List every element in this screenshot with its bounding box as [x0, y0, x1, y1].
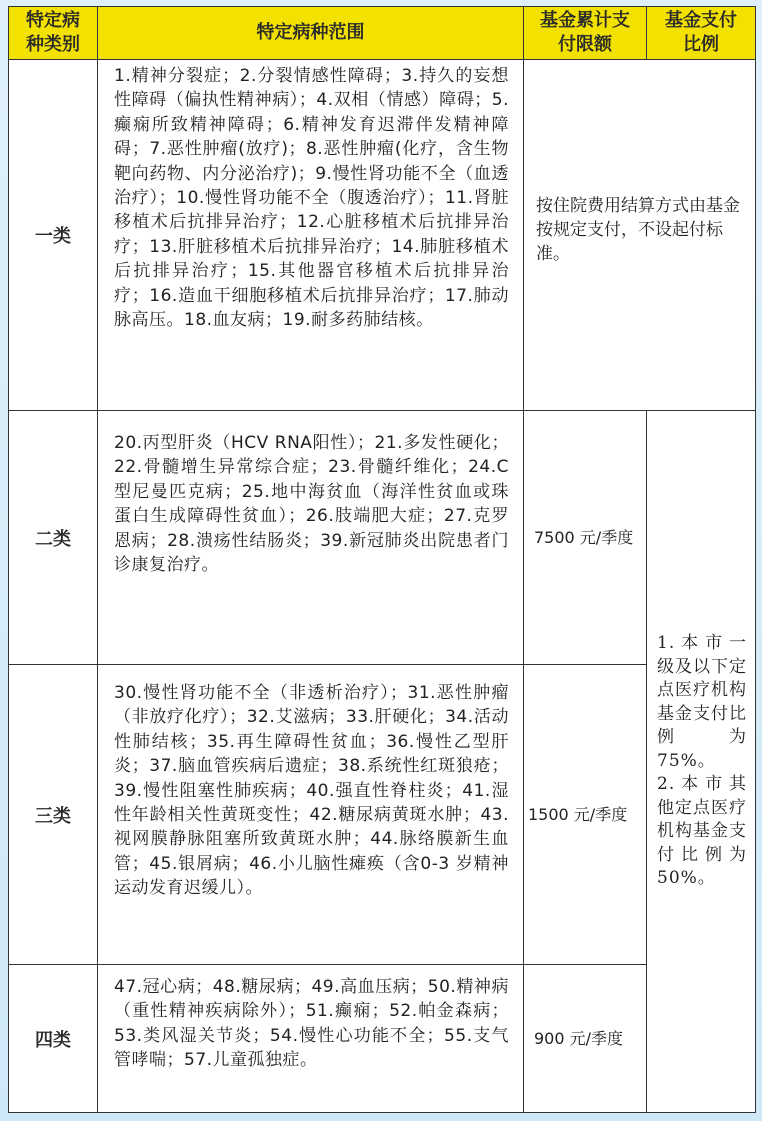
table-row: [9, 60, 756, 411]
limit-text: 按住院费用结算方式由基金按规定支付，不设起付标准。: [536, 196, 740, 264]
limit-cell: 7500 元/季度: [524, 411, 647, 665]
header-scope: 特定病种范围: [98, 7, 524, 60]
header-category: [9, 7, 98, 60]
header-row: [9, 7, 756, 60]
table-row: [9, 965, 756, 1113]
limit-cell: 900 元/季度: [524, 965, 647, 1113]
limit-cell: 1500 元/季度: [524, 665, 647, 965]
table-row: [9, 665, 756, 965]
category-cell: 三类: [9, 665, 98, 965]
header-ratio-line1: 基金支付: [665, 10, 737, 31]
category-cell: 二类: [9, 411, 98, 665]
header-ratio-line2: 比例: [683, 34, 719, 55]
category-cell: 四类: [9, 965, 98, 1113]
special-disease-table: [8, 6, 756, 1113]
header-limit: [524, 7, 647, 60]
scope-cell: 30.慢性肾功能不全（非透析治疗）；31.恶性肿瘤（非放疗化疗）；32.艾滋病；33.肝硬化；34.活动性肺结核；35.再生障碍性贫血；36.慢性乙型肝炎；37.脑血管疾病后遗症；38.系统性红斑狼疮；39.慢性阻塞性肺疾病；40.强直性脊柱炎；41.湿性年龄相关性黄斑变性；42.糖尿病黄斑水肿；43.视网膜静脉阻塞所致黄斑水肿；44.脉络膜新生血管；45.银屑病；46.小儿脑性瘫痪（含0-3 岁精神运动发育迟缓儿）。: [98, 665, 524, 965]
header-ratio: [647, 7, 756, 60]
scope-cell: 20.丙型肝炎（HCV RNA阳性）；21.多发性硬化；22.骨髓增生异常综合症；23.骨髓纤维化；24.C 型尼曼匹克病；25.地中海贫血（海洋性贫血或珠蛋白生成障碍性贫血）；26.肢端肥大症；27.克罗恩病；28.溃疡性结肠炎；39.新冠肺炎出院患者门诊康复治疗。: [98, 411, 524, 665]
header-category-line1: 特定病: [26, 10, 80, 31]
ratio-item-2: 2.本市其他定点医疗机构基金支付比例为50%。: [657, 774, 747, 889]
header-limit-line1: 基金累计支: [540, 10, 630, 31]
category-cell: 一类: [9, 60, 98, 411]
limit-cell: [524, 60, 756, 411]
table-row: [9, 411, 756, 665]
scope-cell: 1.精神分裂症；2.分裂情感性障碍；3.持久的妄想性障碍（偏执性精神病）；4.双相（情感）障碍；5.癫痫所致精神障碍；6.精神发育迟滞伴发精神障碍；7.恶性肿瘤(放疗)；8.恶性肿瘤(化疗，含生物靶向药物、内分泌治疗)；9.慢性肾功能不全（血透治疗）；10.慢性肾功能不全（腹透治疗）；11.肾脏移植术后抗排异治疗；12.心脏移植术后抗排异治疗；13.肝脏移植术后抗排异治疗；14.肺脏移植术后抗排异治疗；15.其他器官移植术后抗排异治疗；16.造血干细胞移植术后抗排异治疗；17.肺动脉高压。18.血友病；19.耐多药肺结核。: [98, 60, 524, 411]
ratio-cell: [647, 411, 756, 1113]
scope-cell: 47.冠心病；48.糖尿病；49.高血压病；50.精神病（重性精神疾病除外）；51.癫痫；52.帕金森病；53.类风湿关节炎；54.慢性心功能不全；55.支气管哮喘；57.儿童孤独症。: [98, 965, 524, 1113]
header-limit-line2: 付限额: [558, 34, 612, 55]
ratio-item-1: 1.本市一级及以下定点医疗机构基金支付比例为75%。: [657, 633, 747, 771]
header-category-line2: 种类别: [26, 34, 80, 55]
